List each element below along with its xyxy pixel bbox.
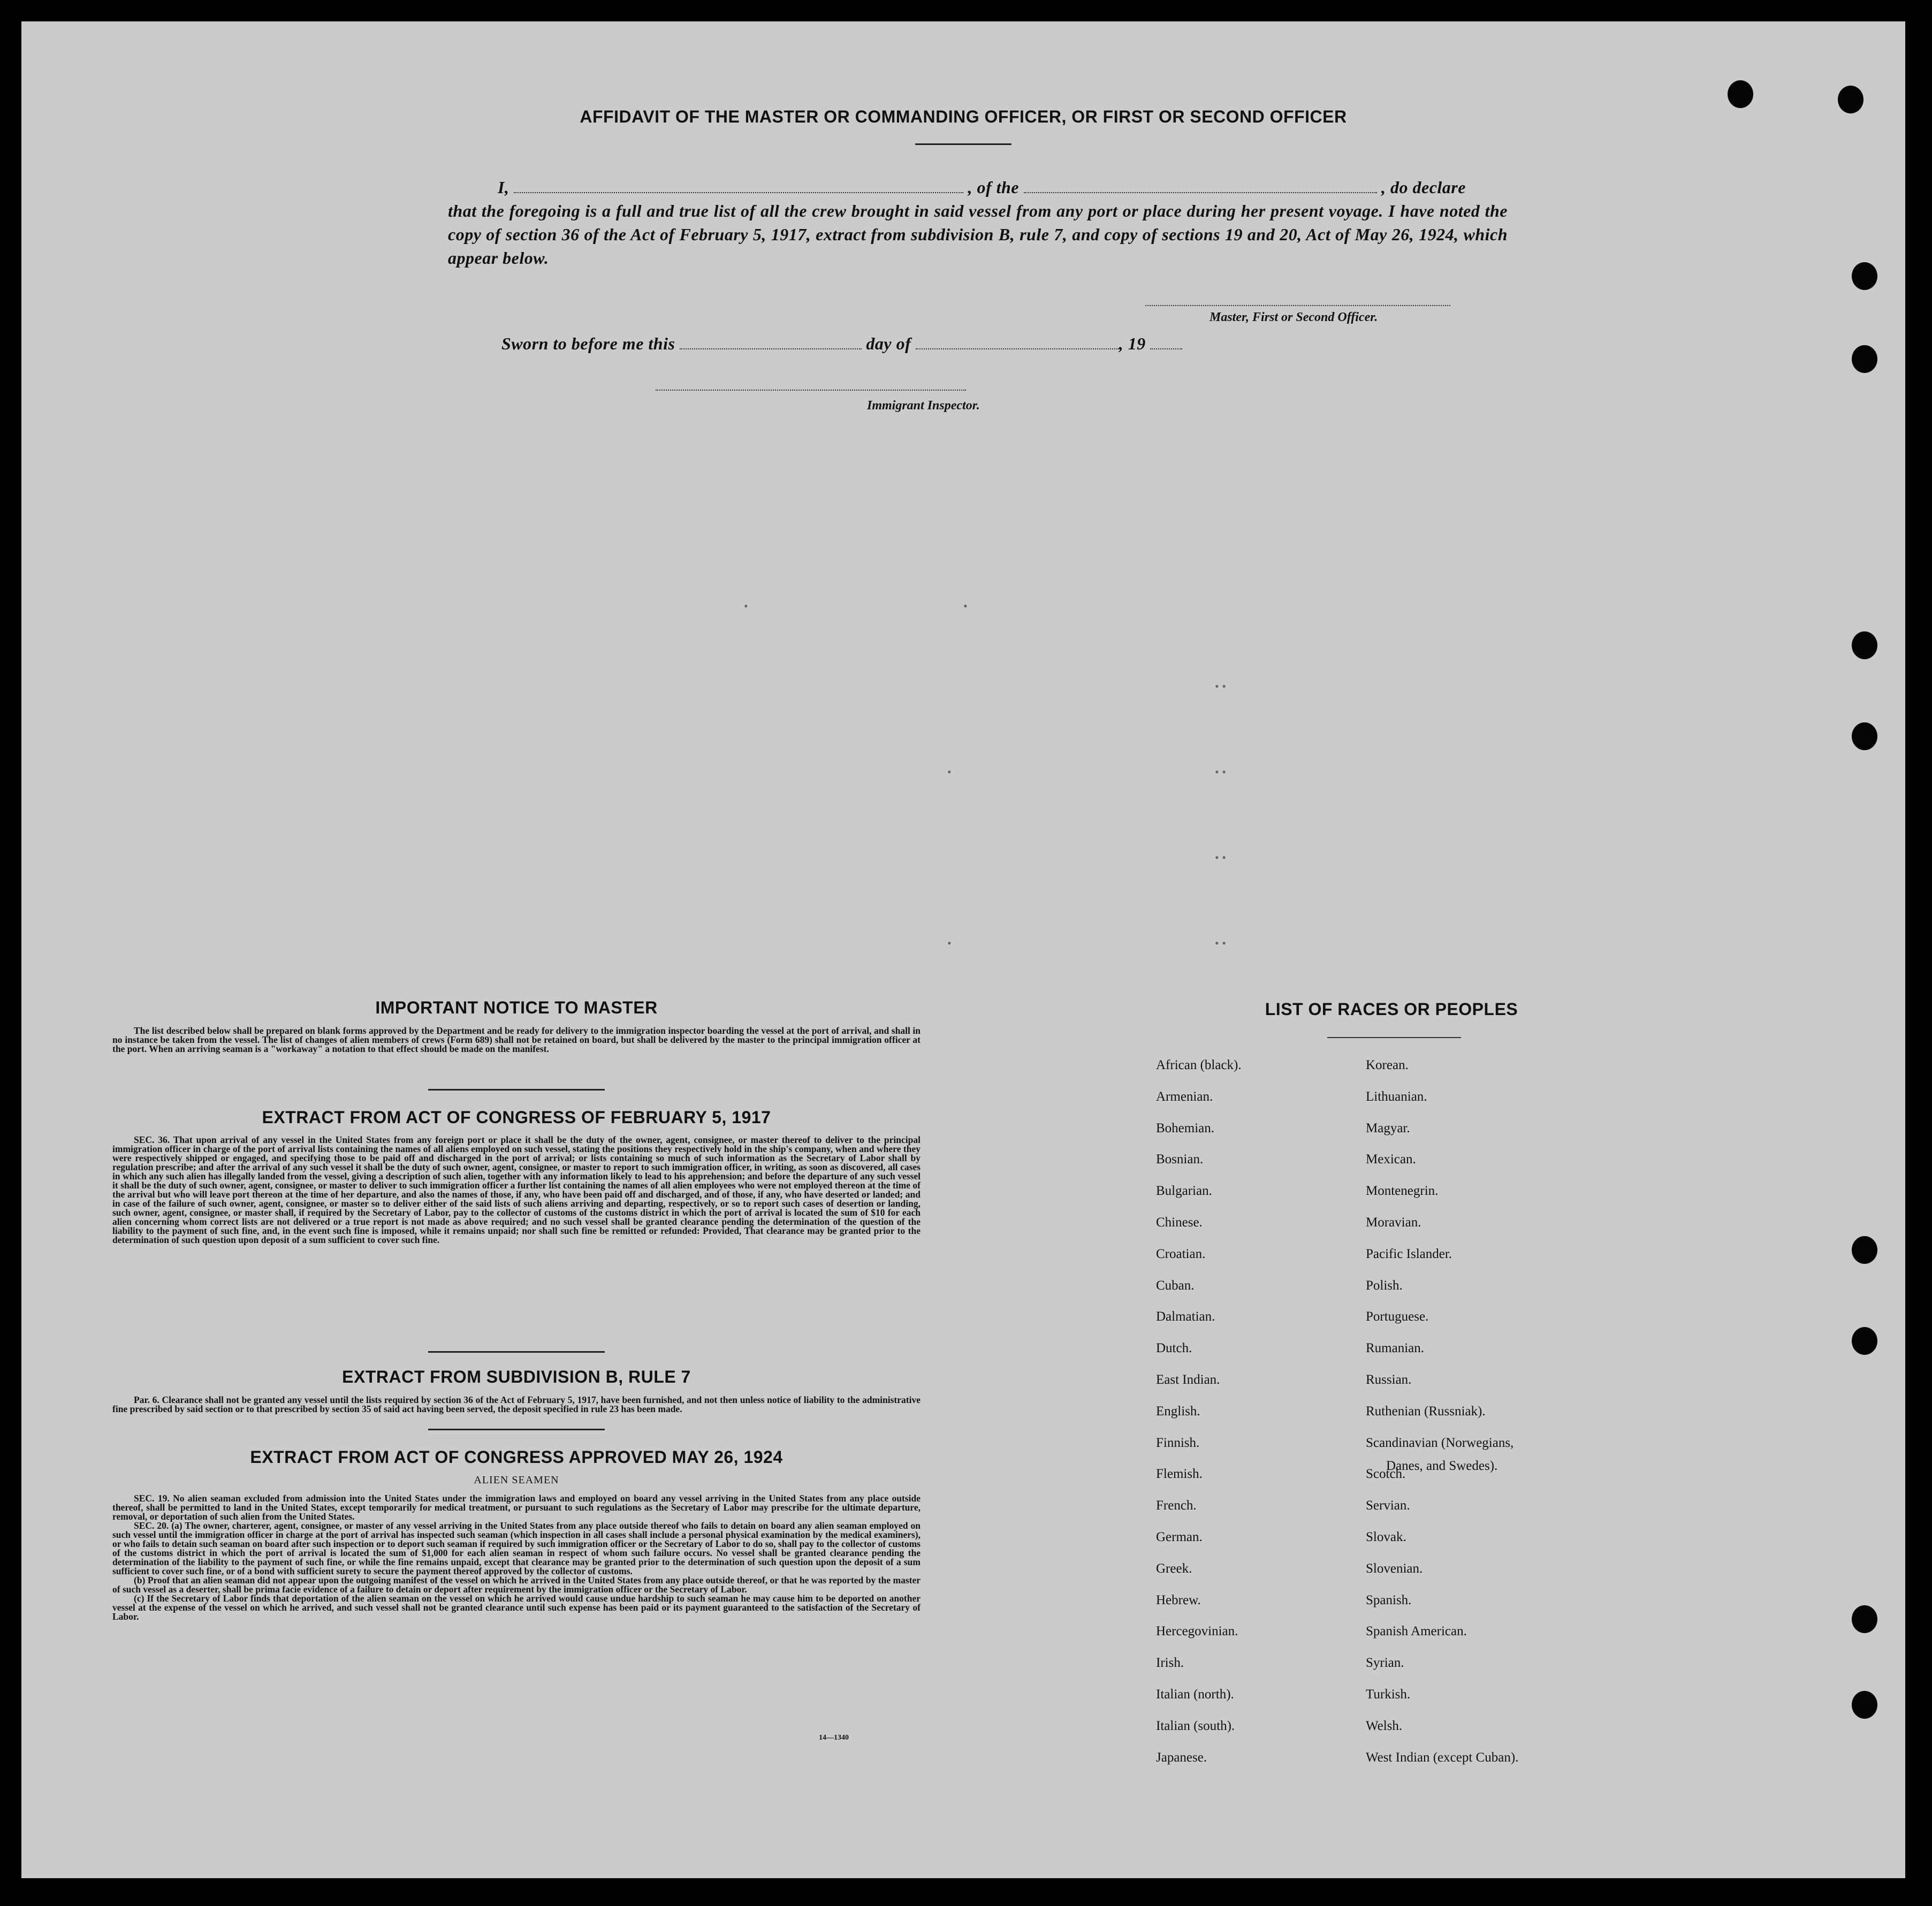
document-page (21, 21, 1905, 1878)
race-entry: Hercegovinian. (1156, 1624, 1238, 1639)
race-entry: East Indian. (1156, 1372, 1220, 1387)
sworn-prefix: Sworn to before me this (501, 334, 675, 353)
races-left-column (1156, 1050, 1370, 1773)
race-entry: Bosnian. (1156, 1152, 1204, 1167)
alien-seamen-subheading: ALIEN SEAMEN (474, 1474, 559, 1486)
affidavit-title: AFFIDAVIT OF THE MASTER OR COMMANDING OFFICER, OR FIRST OR SECOND OFFICER (580, 107, 1347, 126)
sworn-month-field[interactable] (916, 334, 1119, 349)
race-entry: Slovenian. (1366, 1561, 1423, 1576)
binder-hole (1838, 86, 1863, 113)
race-entry: Portuguese. (1366, 1309, 1429, 1324)
sec-20c-text: (c) If the Secretary of Labor finds that deportation of the alien seaman on the vessel on which he arrived would cause undue hardship to such seaman he may cause him to be deported on another vessel at the expense of the vessel on which he arrived, and such vessel shall not be granted clearance until such expense has been paid or its payment guaranteed to the satisfaction of the Secretary of Labor. (112, 1593, 921, 1622)
binder-hole (1852, 1605, 1877, 1633)
race-entry: Japanese. (1156, 1750, 1207, 1765)
notice-text: The list described below shall be prepared on blank forms approved by the Department and be ready for delivery to the immigration inspector boarding the vessel at the port of arrival, and shall in no instance be taken from the vessel. The list of changes of alien members of crews (Form 689) shall not be retained on board, but shall be delivered by the master to the principal immigration officer at the port. When an arriving seaman is a "workaway" a notation to that effect should be made on the manifest. (112, 1025, 921, 1054)
affidavit-i: I, (498, 178, 509, 197)
section-rule (428, 1351, 605, 1353)
race-entry: French. (1156, 1498, 1197, 1513)
race-entry: Irish. (1156, 1656, 1184, 1671)
sworn-line (501, 332, 1251, 355)
bleed-through-mark: • • (1215, 936, 1226, 950)
sec-19-text: SEC. 19. No alien seaman excluded from admission into the United States under the immigration laws and employed on board any vessel arriving in the United States from any place outside thereof, shall be permitted to land in the United States, except temporarily for medical treatment, or pursuant to such regulations as the Secretary of Labor may prescribe for the ultimate departure, removal, or deportation of such alien from the United States. (112, 1493, 921, 1522)
extract-rule7-heading: EXTRACT FROM SUBDIVISION B, RULE 7 (342, 1367, 691, 1386)
race-entry: Pacific Islander. (1366, 1246, 1452, 1261)
binder-hole (1852, 1236, 1877, 1264)
bleed-through-mark: • (963, 599, 968, 613)
section-rule (428, 1429, 605, 1430)
race-entry: English. (1156, 1404, 1200, 1419)
officer-name-field[interactable] (514, 178, 963, 193)
binder-hole (1852, 262, 1877, 290)
extract-1924-text (112, 1494, 921, 1621)
race-entry: Magyar. (1366, 1120, 1410, 1135)
inspector-signature-line[interactable] (656, 390, 966, 391)
title-rule (915, 143, 1011, 145)
race-entry: Dutch. (1156, 1341, 1192, 1356)
race-entry: Syrian. (1366, 1656, 1404, 1671)
form-number: 14—1340 (819, 1734, 849, 1742)
binder-hole (1852, 1327, 1877, 1355)
race-entry: Rumanian. (1366, 1341, 1425, 1356)
extract-1917-text: SEC. 36. That upon arrival of any vessel in the United States from any foreign port or place it shall be the duty of the owner, agent, consignee, or master thereof to deliver to the principal immigration officer in charge of the port of arrival lists containing the names of all aliens employed on such vessel, stating the positions they respectively hold in the ship's company, when and where they were respectively shipped or engaged, and specifying those to be paid off and discharged in the port of arrival; or lists containing so much of such information as the Secretary of Labor shall by regulation prescribe; and after the arrival of any such vessel it shall be the duty of such owner, agent, consignee, or master to report to such immigration officer, in writing, as soon as discovered, all cases in which any such alien has illegally landed from the vessel, giving a description of such alien, together with any information likely to lead to his apprehension; and before the departure of any such vessel it shall be the duty of such owner, agent, consignee, or master to deliver to such immigration officer a further list containing the names of all alien employees who were not employed thereon at the time of the arrival but who will leave port thereon at the time of her departure, and also the names of those, if any, who have been paid off and discharged, and of those, if any, who have deserted or landed; and in case of the failure of such owner, agent, consignee, or master so to deliver either of the said lists of such aliens arriving and departing, respectively, or so to report such cases of desertion or landing, such owner, agent, consignee, or master shall, if required by the Secretary of Labor, pay to the collector of customs of the customs district in which the port of arrival is located the sum of $10 for each alien concerning whom correct lists are not delivered or a true report is not made as above required; and no such vessel shall be granted clearance pending the determination of the question of the liability to the payment of such fine, and, in the event such fine is imposed, while it remains unpaid; nor shall such fine be remitted or refunded: Provided, That clearance may be granted prior to the determination of such question upon deposit of a sum sufficient to cover such fine. (112, 1134, 921, 1245)
race-entry: Flemish. (1156, 1467, 1203, 1482)
affidavit-declare: , do declare (1381, 178, 1466, 197)
inspector-caption: Immigrant Inspector. (867, 399, 980, 413)
race-entry: Slovak. (1366, 1529, 1406, 1544)
race-entry: Scandinavian (Norwegians, (1366, 1435, 1514, 1450)
sworn-year-field[interactable] (1150, 334, 1182, 349)
race-entry: Moravian. (1366, 1215, 1421, 1230)
signature-caption: Master, First or Second Officer. (1210, 310, 1378, 324)
extract-1917-heading: EXTRACT FROM ACT OF CONGRESS OF FEBRUARY 5, 1917 (262, 1108, 771, 1127)
race-entry: Servian. (1366, 1498, 1410, 1513)
binder-hole (1728, 80, 1753, 108)
race-entry: Finnish. (1156, 1435, 1200, 1450)
race-entry: Turkish. (1366, 1687, 1411, 1702)
extract-rule7-text: Par. 6. Clearance shall not be granted any vessel until the lists required by section 36 of the Act of February 5, 1917, have been furnished, and not then unless notice of liability to the administrative fine prescribed by said section or to that prescribed by section 35 of said act having been served, the deposit specified in rule 23 has been made. (112, 1394, 921, 1414)
affidavit-body: that the foregoing is a full and true list of all the crew brought in said vessel from any port or place during her present voyage. I have noted the copy of section 36 of the Act of February 5, 1917, extract from subdivision B, rule 7, and copy of sections 19 and 20, Act of May 26, 1924, which appear below. (448, 201, 1508, 268)
sworn-day-of: day of (866, 334, 911, 353)
race-entry: Chinese. (1156, 1215, 1203, 1230)
race-entry: Russian. (1366, 1372, 1412, 1387)
race-entry: Spanish. (1366, 1592, 1412, 1607)
race-entry: Montenegrin. (1366, 1184, 1439, 1199)
race-entry: Italian (south). (1156, 1718, 1235, 1733)
race-entry: Armenian. (1156, 1089, 1213, 1104)
race-entry: Welsh. (1366, 1718, 1403, 1733)
race-entry: Bulgarian. (1156, 1184, 1212, 1199)
sec-20b-text: (b) Proof that an alien seaman did not appear upon the outgoing manifest of the vessel on which he arrived in the United States from any place outside thereof, or that he was reported by the master of such vessel as a deserter, shall be prima facie evidence of a failure to detain or deport after requirement by the immigration officer or the Secretary of Labor. (112, 1575, 921, 1595)
race-entry: Hebrew. (1156, 1592, 1201, 1607)
binder-hole (1852, 631, 1877, 659)
affidavit-of-the: , of the (968, 178, 1019, 197)
bleed-through-mark: • • (1215, 680, 1226, 693)
race-entry: West Indian (except Cuban). (1366, 1750, 1519, 1765)
races-rule (1327, 1037, 1461, 1038)
race-entry: Italian (north). (1156, 1687, 1234, 1702)
bleed-through-mark: • • (1215, 765, 1226, 779)
race-entry: Cuban. (1156, 1278, 1195, 1293)
vessel-name-field[interactable] (1024, 178, 1377, 193)
affidavit-line-1 (498, 176, 1515, 199)
section-rule (428, 1089, 605, 1091)
bleed-through-mark: • (947, 936, 952, 950)
race-entry: Scotch. (1366, 1467, 1406, 1482)
race-entry: Mexican. (1366, 1152, 1416, 1167)
bleed-through-mark: • (744, 599, 748, 613)
races-right-column (1366, 1050, 1633, 1773)
binder-hole (1852, 1691, 1877, 1719)
race-entry: German. (1156, 1529, 1203, 1544)
race-entry: Ruthenian (Russniak). (1366, 1404, 1486, 1419)
bleed-through-mark: • • (1215, 851, 1226, 864)
bleed-through-mark: • (947, 765, 952, 779)
race-entry: Bohemian. (1156, 1120, 1215, 1135)
race-entry: Dalmatian. (1156, 1309, 1215, 1324)
notice-heading: IMPORTANT NOTICE TO MASTER (375, 998, 658, 1017)
race-entry: Lithuanian. (1366, 1089, 1427, 1104)
binder-hole (1852, 722, 1877, 750)
race-entry: Greek. (1156, 1561, 1192, 1576)
race-entry: Spanish American. (1366, 1624, 1467, 1639)
races-heading: LIST OF RACES OR PEOPLES (1265, 1000, 1518, 1019)
binder-hole (1852, 345, 1877, 373)
race-entry-continuation: Danes, and Swedes). (1386, 1459, 1498, 1473)
sec-20a-text: SEC. 20. (a) The owner, charterer, agent, consignee, or master of any vessel arriving in the United States from any place outside thereof who fails to detain on board any alien seaman employed on such vessel until the immigration officer in charge at the port of arrival has inspected such seaman (which inspection in all cases shall include a personal physical examination by the medical examiners), or who fails to detain such seaman on board after such inspection or to deport such seaman if required by such immigration officer or the Secretary of Labor to do so, shall pay to the collector of customs of the customs district in which the port of arrival is located the sum of $1,000 for each alien seaman in respect of whom such failure occurs. No vessel shall be granted clearance pending the determination of the liability to the payment of such fine, or while the fine remains unpaid, except that clearance may be granted prior to the determination of such question upon the deposit of a sum sufficient to cover such fine, or of a bond with sufficient surety to secure the payment thereof approved by the collector of customs. (112, 1520, 921, 1576)
sworn-year-prefix: , 19 (1119, 334, 1146, 353)
race-entry: Croatian. (1156, 1246, 1206, 1261)
race-entry: Korean. (1366, 1058, 1409, 1072)
race-entry: African (black). (1156, 1058, 1242, 1072)
sworn-day-field[interactable] (680, 334, 862, 349)
extract-1924-heading: EXTRACT FROM ACT OF CONGRESS APPROVED MAY 26, 1924 (250, 1447, 783, 1467)
signature-line[interactable] (1145, 305, 1450, 306)
race-entry: Polish. (1366, 1278, 1403, 1293)
